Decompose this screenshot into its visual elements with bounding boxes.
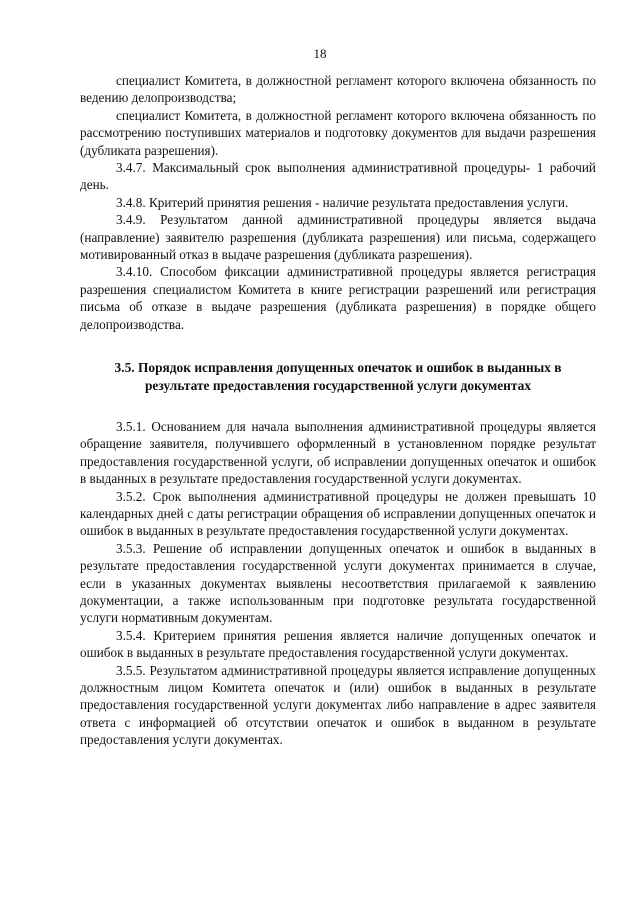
paragraph: специалист Комитета, в должностной регламент которого включена обязанность по рассмотрению поступивших материалов и подготовку документов для выдачи разрешения (дубликата разрешения). — [80, 107, 596, 158]
paragraph: 3.4.8. Критерий принятия решения - наличие результата предоставления услуги. — [116, 194, 569, 210]
paragraph: 3.4.7. Максимальный срок выполнения административной процедуры- 1 рабочий день. — [80, 160, 596, 193]
paragraph: 3.5.4. Критерием принятия решения является наличие допущенных опечаток и ошибок в выданных в результате предоставления государственной услуги документах. — [80, 627, 596, 661]
paragraph: 3.5.3. Решение об исправлении допущенных опечаток и ошибок в выданных в результате предоставления государственной услуги документах принимается в случае, если в указанных документах выявлены несоответствия прилагаемой к заявлению документации, а также использованным при подготовке результата государственной услуги нормативным документам. — [80, 540, 596, 626]
page-number: 18 — [313, 46, 327, 61]
paragraph: 3.5.5. Результатом административной процедуры является исправление допущенных должностным лицом Комитета опечаток и (или) ошибок в выданных в результате предоставления государственной услуги документах либо направление в адрес заявителя ответа с информацией об отсутствии опечаток и ошибок в выданном в результате предоставления услуги документах. — [80, 662, 596, 748]
paragraph: 3.5.2. Срок выполнения административной процедуры не должен превышать 10 календарных дней с даты регистрации обращения об исправлении допущенных опечаток и ошибок в выданных в результате предоставления государственной услуги документах. — [80, 488, 596, 539]
paragraph: 3.5.1. Основанием для начала выполнения административной процедуры является обращение заявителя, получившего оформленный в установленном порядке результат предоставления государственной услуги, об исправлении допущенных опечаток и ошибок в выданных в результате предоставления государственной услуги документах. — [80, 418, 596, 487]
paragraph: специалист Комитета, в должностной регламент которого включена обязанность по ведению делопроизводства; — [80, 73, 596, 106]
section-heading: 3.5. Порядок исправления допущенных опечаток и ошибок в выданных в результате предоставления государственной услуги документах — [114, 360, 562, 393]
document-body — [80, 72, 596, 749]
paragraph: 3.4.9. Результатом данной административной процедуры является выдача (направление) заявителю разрешения (дубликата разрешения) или письма, содержащего мотивированный отказ в выдаче разрешения (дубликата разрешения). — [80, 212, 596, 263]
paragraph: 3.4.10. Способом фиксации административной процедуры является регистрация разрешения специалистом Комитета в книге регистрации разрешений или регистрация письма об отказе в выдаче разрешения (дубликата разрешения) в порядке общего делопроизводства. — [80, 264, 596, 332]
